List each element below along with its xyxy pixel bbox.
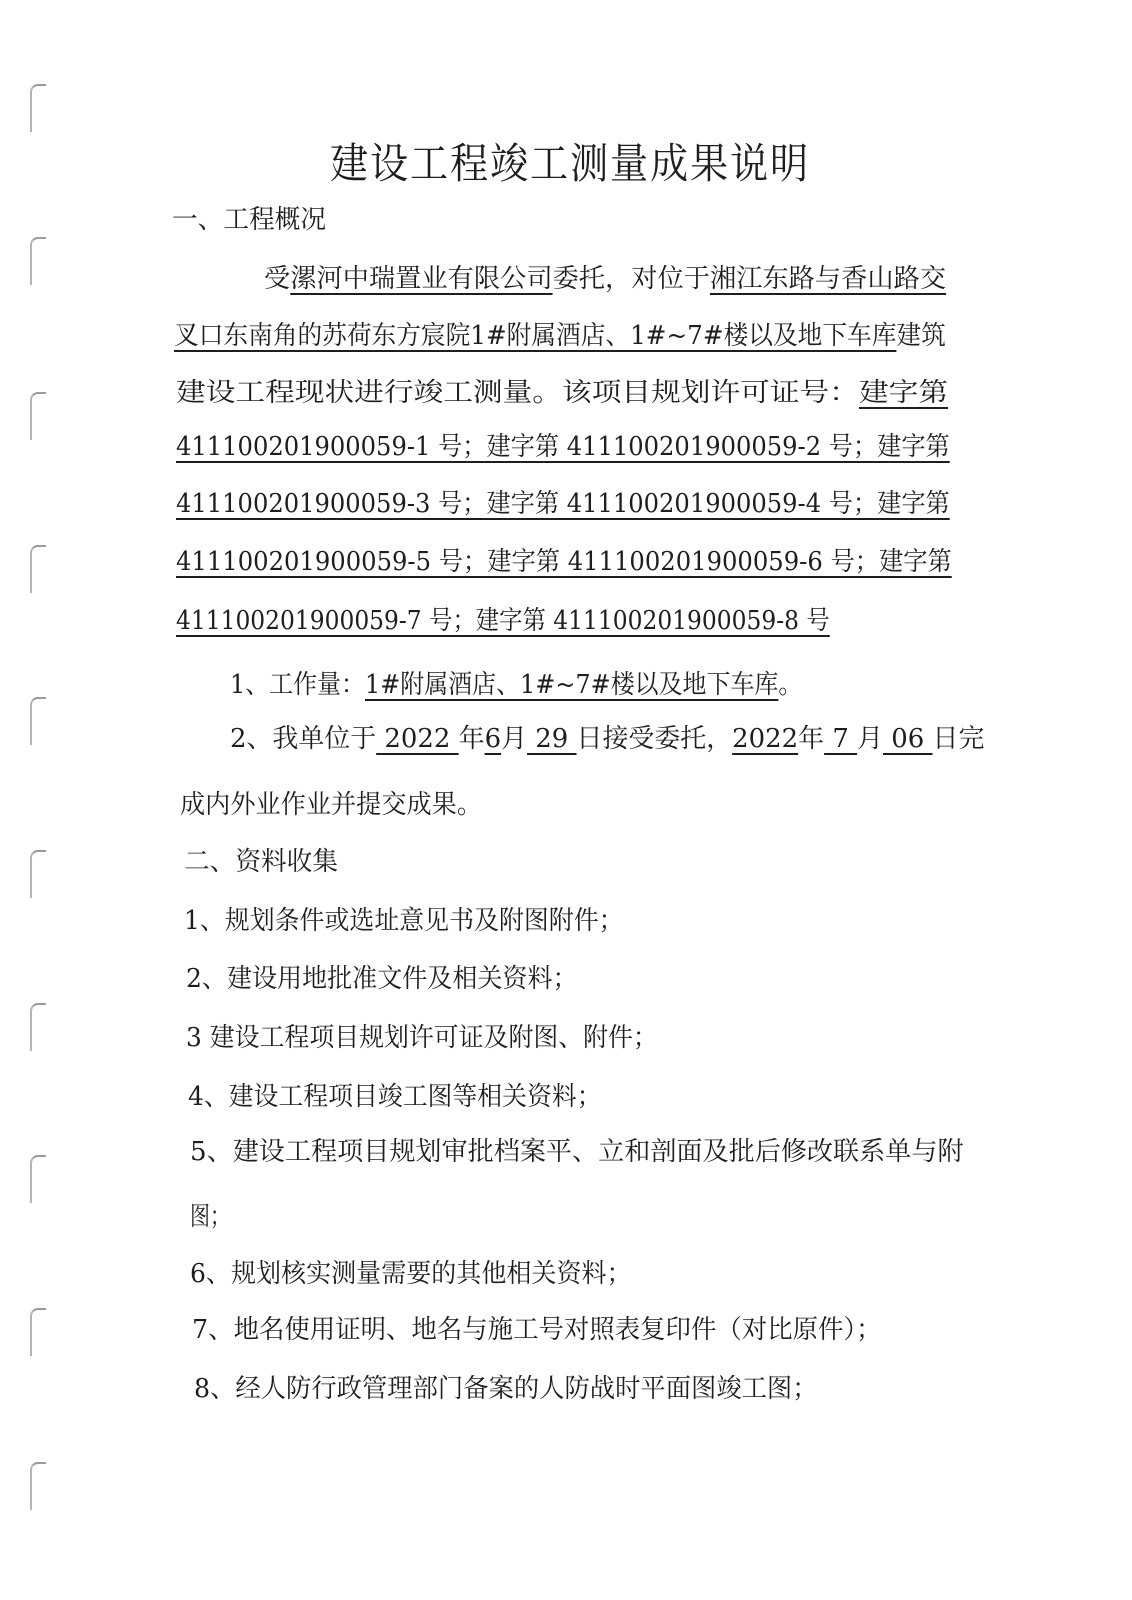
complete-day: 06 bbox=[883, 724, 933, 754]
accept-year: 2022 bbox=[376, 724, 459, 754]
binding-hole-mark bbox=[30, 1003, 46, 1051]
text: 日完 bbox=[932, 724, 985, 754]
text: 建设工程现状进行竣工测量。该项目规划许可证号： bbox=[176, 378, 859, 408]
overview-paragraph-line-3 bbox=[176, 376, 948, 410]
text: 月 bbox=[501, 724, 528, 754]
material-item: 8、经人防行政管理部门备案的人防战时平面图竣工图； bbox=[194, 1374, 818, 1404]
binding-hole-mark bbox=[30, 1308, 46, 1356]
permit-number: 建字第 bbox=[858, 378, 949, 408]
complete-month: 7 bbox=[824, 724, 858, 754]
permit-numbers-line: 411100201900059-5 号；建字第 411100201900059-6 号；建字第 bbox=[176, 547, 952, 577]
text: 年 bbox=[458, 724, 485, 754]
section-heading-materials: 二、资料收集 bbox=[184, 847, 339, 877]
overview-paragraph-line-1 bbox=[264, 262, 946, 296]
material-item: 2、建设用地批准文件及相关资料； bbox=[186, 964, 578, 994]
permit-numbers-line: 411100201900059-1 号；建字第 411100201900059-2 号；建字第 bbox=[176, 432, 950, 462]
workload-item bbox=[230, 668, 802, 702]
text: 2、我单位于 bbox=[230, 724, 377, 754]
binding-hole-mark bbox=[30, 1155, 46, 1203]
client-company-name: 漯河中瑞置业有限公司 bbox=[290, 264, 553, 294]
material-item-continuation: 图； bbox=[190, 1202, 231, 1232]
text: 月 bbox=[857, 724, 884, 754]
accept-day: 29 bbox=[527, 724, 577, 754]
permit-numbers-line: 411100201900059-3 号；建字第 411100201900059-4 号；建字第 bbox=[176, 489, 950, 519]
overview-paragraph-line-2 bbox=[174, 319, 946, 353]
material-item: 1、规划条件或选址意见书及附图附件； bbox=[184, 906, 624, 936]
text: 日接受委托， bbox=[576, 724, 733, 754]
section-heading-overview: 一、工程概况 bbox=[172, 205, 327, 235]
material-item: 3 建设工程项目规划许可证及附图、附件； bbox=[186, 1023, 658, 1053]
schedule-item bbox=[230, 722, 984, 756]
material-item: 5、建设工程项目规划审批档案平、立和剖面及批后修改联系单与附 bbox=[190, 1137, 964, 1167]
schedule-item-continuation: 成内外业作业并提交成果。 bbox=[180, 790, 483, 820]
binding-hole-mark bbox=[30, 697, 46, 745]
text: 。 bbox=[778, 670, 803, 700]
binding-hole-mark bbox=[30, 237, 46, 285]
material-item: 6、规划核实测量需要的其他相关资料； bbox=[190, 1259, 632, 1289]
binding-hole-mark bbox=[30, 392, 46, 440]
complete-year: 2022 bbox=[732, 724, 799, 754]
binding-hole-mark bbox=[30, 1462, 46, 1510]
text: 受 bbox=[264, 264, 291, 294]
workload-value: 1#附属酒店、1#~7#楼以及地下车库 bbox=[364, 670, 779, 700]
text: 委托，对位于 bbox=[552, 264, 710, 294]
accept-month: 6 bbox=[484, 724, 502, 754]
binding-hole-mark bbox=[30, 545, 46, 593]
material-item: 7、地名使用证明、地名与施工号对照表复印件（对比原件）； bbox=[192, 1315, 882, 1345]
text: 年 bbox=[798, 724, 825, 754]
project-location: 湘江东路与香山路交 bbox=[709, 264, 947, 294]
project-scope: 叉口东南角的苏荷东方宸院1#附属酒店、1#~7#楼以及地下车库 bbox=[174, 321, 897, 351]
binding-hole-mark bbox=[30, 84, 46, 132]
text: 建筑 bbox=[896, 321, 946, 351]
permit-numbers-line: 411100201900059-7 号；建字第 411100201900059-8 号 bbox=[176, 606, 830, 636]
text: 1、工作量： bbox=[230, 670, 365, 700]
binding-hole-mark bbox=[30, 850, 46, 898]
document-title: 建设工程竣工测量成果说明 bbox=[330, 139, 811, 188]
material-item: 4、建设工程项目竣工图等相关资料； bbox=[188, 1082, 602, 1112]
